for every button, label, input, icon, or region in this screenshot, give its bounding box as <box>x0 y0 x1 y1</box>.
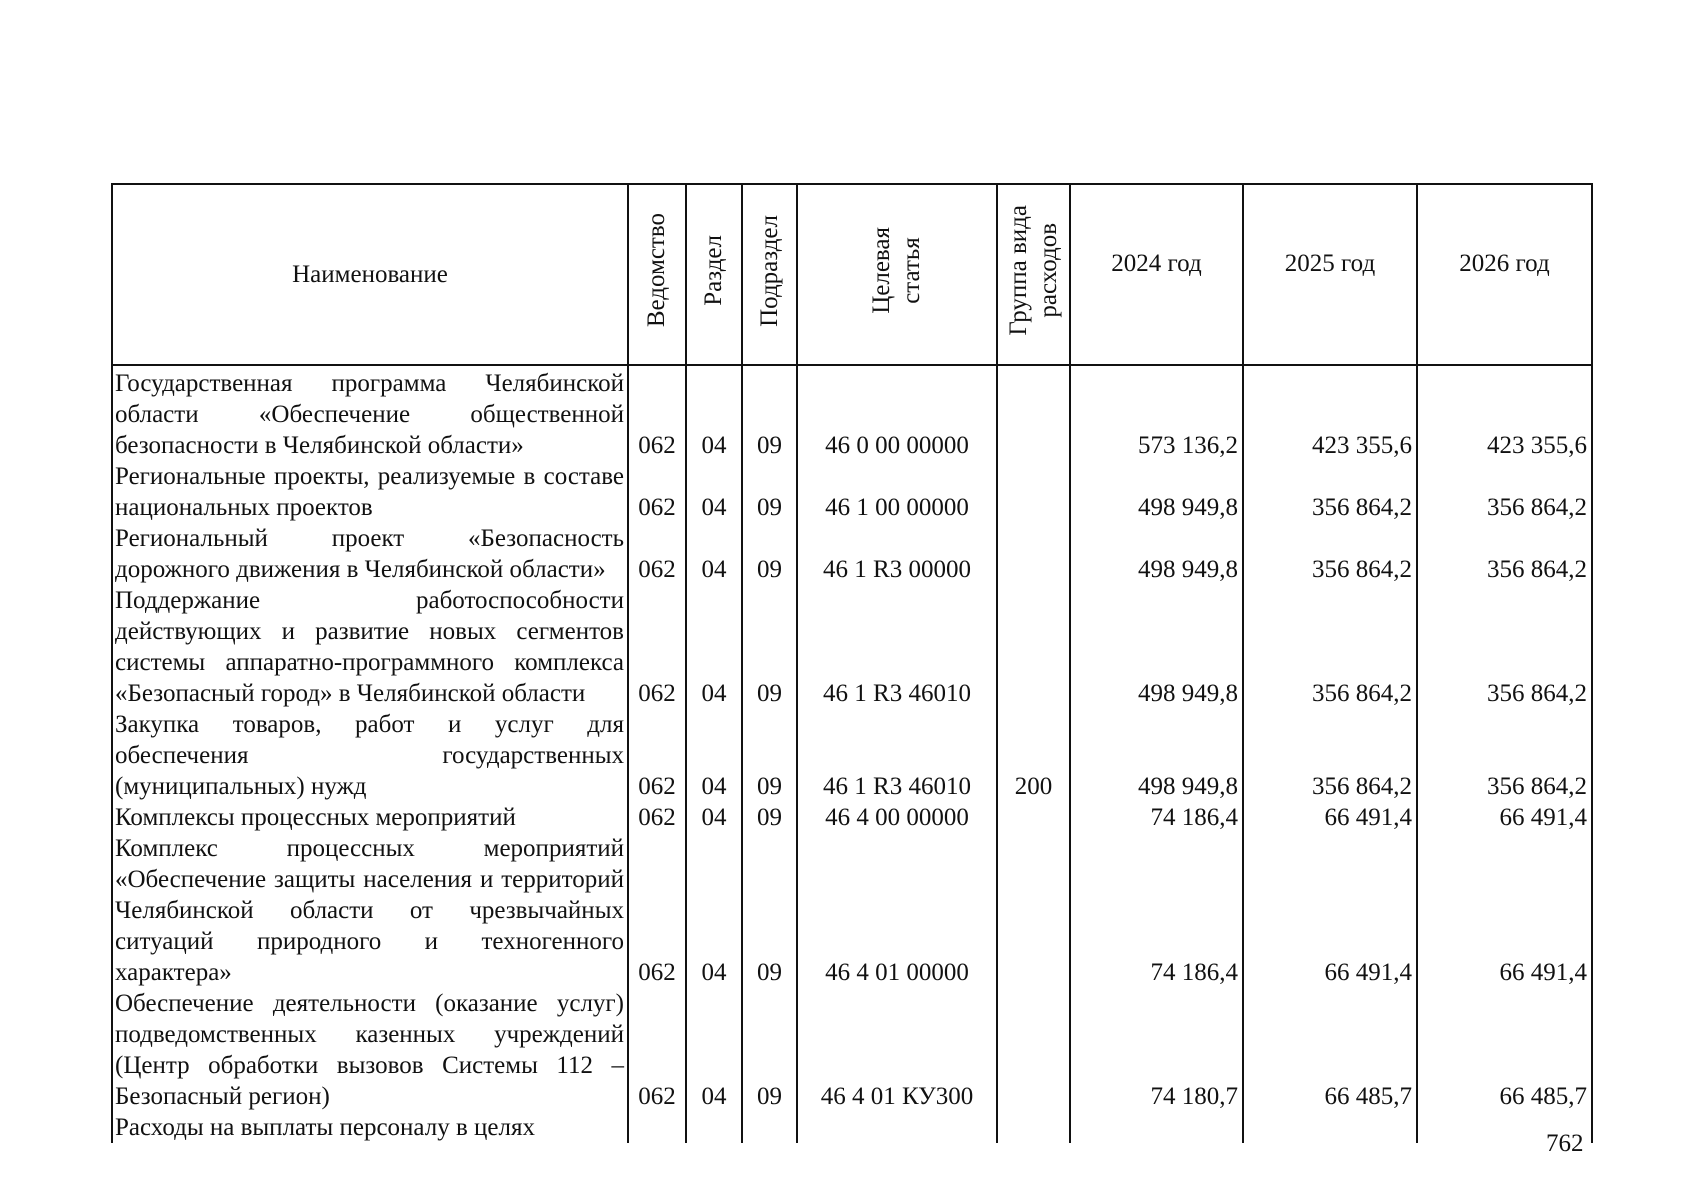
table-row <box>112 1112 1592 1143</box>
row-value-2024: 498 949,8 <box>1070 461 1243 523</box>
table-row <box>112 523 1592 585</box>
row-value-2025: 356 864,2 <box>1243 523 1417 585</box>
row-department: 062 <box>628 833 686 988</box>
row-department: 062 <box>628 585 686 709</box>
row-value-2026: 66 485,7 <box>1417 988 1592 1112</box>
row-section <box>686 1112 742 1143</box>
table-header <box>112 184 1592 365</box>
row-expense-group <box>997 585 1070 709</box>
header-year-2025: 2025 год <box>1243 184 1417 365</box>
row-expense-group <box>997 988 1070 1112</box>
row-target-article <box>797 1112 997 1143</box>
row-subsection: 09 <box>742 709 797 802</box>
row-expense-group: 200 <box>997 709 1070 802</box>
row-value-2025: 66 485,7 <box>1243 988 1417 1112</box>
table-row <box>112 833 1592 988</box>
row-value-2025: 356 864,2 <box>1243 461 1417 523</box>
row-target-article: 46 1 R3 00000 <box>797 523 997 585</box>
row-subsection: 09 <box>742 523 797 585</box>
row-section: 04 <box>686 585 742 709</box>
row-expense-group <box>997 1112 1070 1143</box>
header-name: Наименование <box>112 184 628 365</box>
row-target-article: 46 0 00 00000 <box>797 365 997 461</box>
row-expense-group <box>997 461 1070 523</box>
row-subsection: 09 <box>742 833 797 988</box>
row-target-article: 46 4 00 00000 <box>797 802 997 833</box>
row-value-2024: 74 186,4 <box>1070 802 1243 833</box>
row-target-article: 46 4 01 КУ300 <box>797 988 997 1112</box>
header-department: Ведомство <box>628 184 686 365</box>
row-expense-group <box>997 365 1070 461</box>
row-section: 04 <box>686 523 742 585</box>
row-expense-group <box>997 523 1070 585</box>
row-section: 04 <box>686 461 742 523</box>
table-row <box>112 802 1592 833</box>
row-department: 062 <box>628 523 686 585</box>
table-row <box>112 585 1592 709</box>
row-subsection <box>742 1112 797 1143</box>
row-target-article: 46 1 R3 46010 <box>797 585 997 709</box>
row-value-2025 <box>1243 1112 1417 1143</box>
row-subsection: 09 <box>742 365 797 461</box>
row-department <box>628 1112 686 1143</box>
row-value-2026: 356 864,2 <box>1417 585 1592 709</box>
row-value-2024: 74 180,7 <box>1070 988 1243 1112</box>
row-name: Комплекс процессных мероприятий «Обеспечение защиты населения и территорий Челябинской области от чрезвычайных ситуаций природного и техногенного характера» <box>112 833 628 988</box>
header-year-2026: 2026 год <box>1417 184 1592 365</box>
page-number: 762 <box>1546 1130 1584 1157</box>
row-subsection: 09 <box>742 988 797 1112</box>
row-section: 04 <box>686 365 742 461</box>
row-department: 062 <box>628 365 686 461</box>
row-value-2026: 66 491,4 <box>1417 802 1592 833</box>
row-subsection: 09 <box>742 802 797 833</box>
row-subsection: 09 <box>742 461 797 523</box>
header-section: Раздел <box>686 184 742 365</box>
row-value-2026: 356 864,2 <box>1417 523 1592 585</box>
row-department: 062 <box>628 461 686 523</box>
row-value-2024: 74 186,4 <box>1070 833 1243 988</box>
table-row <box>112 988 1592 1112</box>
row-section: 04 <box>686 833 742 988</box>
table-row <box>112 709 1592 802</box>
row-section: 04 <box>686 802 742 833</box>
row-value-2024: 573 136,2 <box>1070 365 1243 461</box>
row-value-2026: 356 864,2 <box>1417 709 1592 802</box>
header-target-article: Целевая статья <box>797 184 997 365</box>
row-name: Региональный проект «Безопасность дорожного движения в Челябинской области» <box>112 523 628 585</box>
budget-table <box>111 183 1593 1143</box>
row-value-2025: 423 355,6 <box>1243 365 1417 461</box>
row-department: 062 <box>628 988 686 1112</box>
table-row <box>112 461 1592 523</box>
row-value-2025: 356 864,2 <box>1243 585 1417 709</box>
row-target-article: 46 1 00 00000 <box>797 461 997 523</box>
row-value-2025: 356 864,2 <box>1243 709 1417 802</box>
row-name: Обеспечение деятельности (оказание услуг) подведомственных казенных учреждений (Центр обработки вызовов Системы 112 – Безопасный регион) <box>112 988 628 1112</box>
row-name: Государственная программа Челябинской области «Обеспечение общественной безопасности в Челябинской области» <box>112 365 628 461</box>
row-section: 04 <box>686 988 742 1112</box>
row-value-2026: 423 355,6 <box>1417 365 1592 461</box>
row-name: Расходы на выплаты персоналу в целях <box>112 1112 628 1143</box>
row-value-2025: 66 491,4 <box>1243 802 1417 833</box>
row-department: 062 <box>628 802 686 833</box>
row-name: Закупка товаров, работ и услуг для обеспечения государственных (муниципальных) нужд <box>112 709 628 802</box>
row-name: Поддержание работоспособности действующих и развитие новых сегментов системы аппаратно-программного комплекса «Безопасный город» в Челябинской области <box>112 585 628 709</box>
row-value-2026: 66 491,4 <box>1417 833 1592 988</box>
row-value-2024 <box>1070 1112 1243 1143</box>
row-value-2026: 356 864,2 <box>1417 461 1592 523</box>
table-row <box>112 365 1592 461</box>
row-name: Региональные проекты, реализуемые в составе национальных проектов <box>112 461 628 523</box>
row-subsection: 09 <box>742 585 797 709</box>
row-value-2024: 498 949,8 <box>1070 523 1243 585</box>
row-value-2025: 66 491,4 <box>1243 833 1417 988</box>
header-expense-group: Группа вида расходов <box>997 184 1070 365</box>
row-value-2024: 498 949,8 <box>1070 709 1243 802</box>
row-department: 062 <box>628 709 686 802</box>
header-subsection: Подраздел <box>742 184 797 365</box>
row-target-article: 46 4 01 00000 <box>797 833 997 988</box>
row-target-article: 46 1 R3 46010 <box>797 709 997 802</box>
row-value-2024: 498 949,8 <box>1070 585 1243 709</box>
header-year-2024: 2024 год <box>1070 184 1243 365</box>
row-section: 04 <box>686 709 742 802</box>
row-name: Комплексы процессных мероприятий <box>112 802 628 833</box>
row-expense-group <box>997 833 1070 988</box>
table-body <box>112 365 1592 1143</box>
row-expense-group <box>997 802 1070 833</box>
